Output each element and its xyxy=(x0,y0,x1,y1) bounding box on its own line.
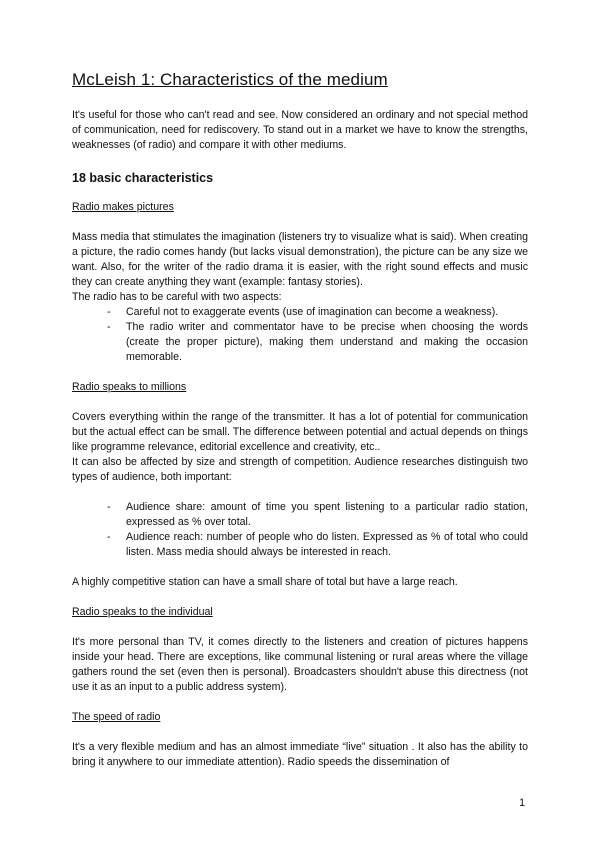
section-paragraph: It's more personal than TV, it comes directly to the listeners and creation of pictures happens inside your head. There are exceptions, like communal listening or rural areas where the village gathers round the set (even then is personal). Broadcasters shouldn't abuse this directness (not use it as an input to a public address system). xyxy=(72,636,528,693)
section-speed-of-radio xyxy=(72,710,528,770)
list-item: - Audience reach: number of people who do listen. Expressed as % of total who could listen. Mass media should always be interested in reach. xyxy=(107,530,528,560)
list-item: - Careful not to exaggerate events (use of imagination can become a weakness). xyxy=(107,305,528,320)
bullet-list xyxy=(72,500,528,560)
section-paragraph: Mass media that stimulates the imagination (listeners try to visualize what is said). When creating a picture, the radio comes handy (but lacks visual demonstration), the picture can be any size we want. Also, for the writer of the radio drama it is easier, with the right sound effects and music they can create anything they want (example: fantasy stories). xyxy=(72,231,528,288)
section-radio-makes-pictures xyxy=(72,200,528,365)
document-body xyxy=(72,70,528,785)
section-radio-speaks-to-individual xyxy=(72,605,528,695)
section-radio-speaks-to-millions xyxy=(72,380,528,590)
list-item: - Audience share: amount of time you spent listening to a particular radio station, expressed as % over total. xyxy=(107,500,528,530)
list-item: - The radio writer and commentator have to be precise when choosing the words (create the proper picture), making them understand and making the occasion memorable. xyxy=(107,320,528,365)
section-paragraph: It's a very flexible medium and has an almost immediate “live” situation . It also has the ability to bring it anywhere to our immediate attention). Radio speeds the dissemination of xyxy=(72,741,528,768)
intro-paragraph: It's useful for those who can't read and see. Now considered an ordinary and not special method of communication, need for rediscovery. To stand out in a market we have to know the strengths, weaknesses (of radio) and compare it with other mediums. xyxy=(72,109,528,151)
page-number: 1 xyxy=(519,797,525,809)
section-lead: The radio has to be careful with two aspects: xyxy=(72,291,282,303)
bullet-list xyxy=(72,305,528,365)
section-group-title: 18 basic characteristics xyxy=(72,171,214,185)
section-lead: It can also be affected by size and strength of competition. Audience researches distinguish two types of audience, both important: xyxy=(72,456,528,483)
section-heading: Radio speaks to millions xyxy=(72,381,187,393)
section-heading: The speed of radio xyxy=(72,711,161,723)
section-heading: Radio makes pictures xyxy=(72,201,174,213)
section-heading: Radio speaks to the individual xyxy=(72,606,213,618)
section-closing: A highly competitive station can have a small share of total but have a large reach. xyxy=(72,576,458,588)
document-title: McLeish 1: Characteristics of the medium xyxy=(72,70,388,89)
section-paragraph: Covers everything within the range of the transmitter. It has a lot of potential for communication but the actual effect can be small. The difference between potential and actual depends on things like programme relevance, editorial excellence and creativity, etc.. xyxy=(72,411,528,453)
